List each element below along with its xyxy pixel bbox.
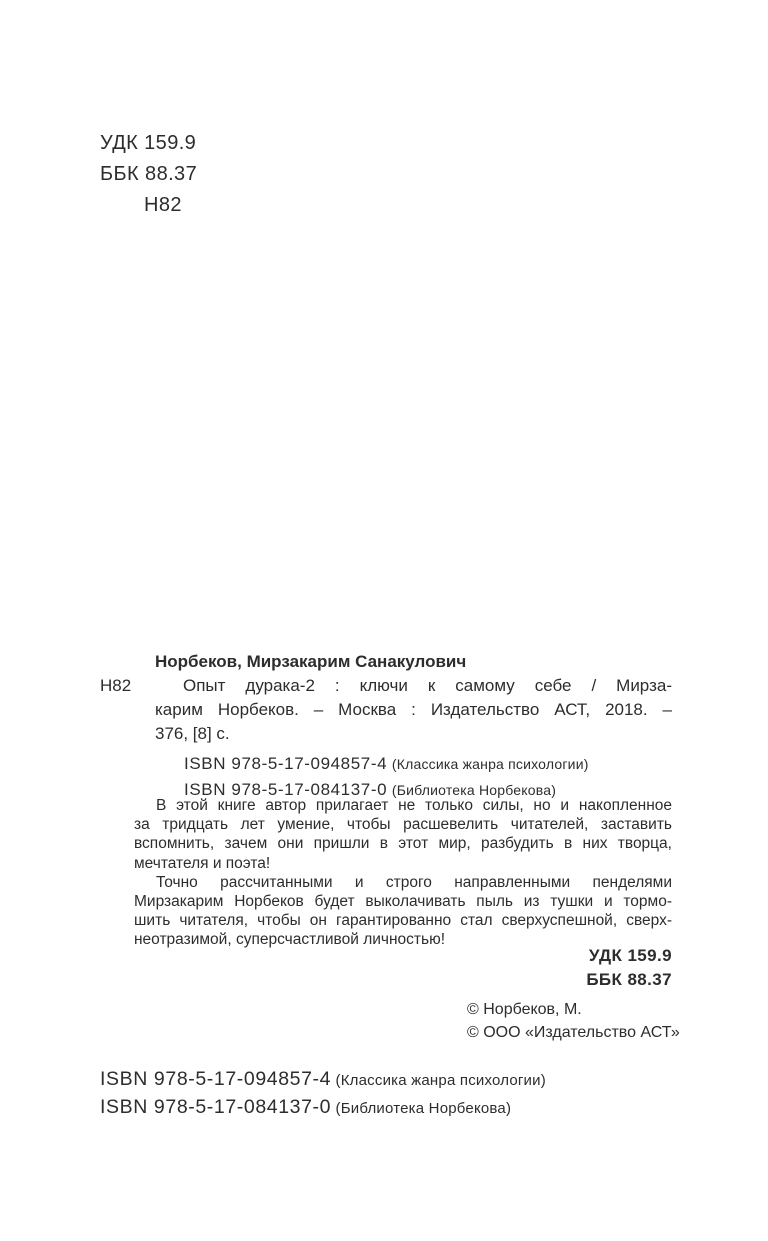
card-entry (100, 674, 672, 746)
udk-code: УДК 159.9 (100, 132, 197, 154)
description-line: Опыт дурака-2 : ключи к самому себе / Мирза- (183, 676, 672, 695)
codes-right-block (586, 944, 672, 992)
annotation-paragraph-2 (134, 873, 672, 950)
annotation-line: мечтателя и поэта! (134, 854, 271, 872)
isbn-line (184, 751, 672, 777)
isbn-number: ISBN 978-5-17-094857-4 (100, 1068, 332, 1090)
isbn-series: (Библиотека Норбекова) (335, 1100, 512, 1117)
isbn-number: ISBN 978-5-17-094857-4 (184, 754, 388, 773)
isbn-series: (Классика жанра психологии) (335, 1072, 546, 1089)
isbn-line (100, 1094, 546, 1122)
top-codes-block (100, 128, 197, 221)
copyright-block (467, 998, 680, 1044)
isbn-number: ISBN 978-5-17-084137-0 (100, 1096, 332, 1118)
description-line: карим Норбеков. – Москва : Издательство АСТ, 2018. – (155, 700, 672, 719)
author-heading: Норбеков, Мирзакарим Санакулович (155, 652, 467, 671)
annotation-paragraph-1 (134, 796, 672, 873)
bottom-isbn-block (100, 1066, 546, 1122)
annotation-line: Мирзакарим Норбеков будет выколачивать пыль из тушки и тормо- (134, 893, 672, 911)
copyright-publisher: © ООО «Издательство АСТ» (467, 1024, 680, 1041)
isbn-number: ISBN 978-5-17-084137-0 (184, 780, 388, 799)
annotation-line: Точно рассчитанными и строго направленными пенделями (156, 873, 672, 891)
card-description (155, 674, 672, 746)
annotation-line: неотразимой, суперсчастливой личностью! (134, 931, 446, 949)
bbk-code: ББК 88.37 (100, 163, 198, 185)
annotation-line: шить читателя, чтобы он гарантированно стал сверхуспешной, сверх- (134, 912, 672, 930)
entry-code: Н82 (100, 676, 132, 695)
catalog-card (100, 650, 672, 803)
bbk-code-right: ББК 88.37 (586, 970, 672, 989)
copyright-author: © Норбеков, М. (467, 1001, 582, 1018)
annotation-line: за тридцать лет умение, чтобы расшевелить читателей, заставить (134, 816, 672, 834)
annotation-line: В этой книге автор прилагает не только силы, но и накопленное (156, 797, 672, 814)
description-line: 376, [8] с. (155, 724, 230, 743)
annotation-line: вспомнить, зачем они пришли в этот мир, разбудить в них творца, (134, 835, 672, 853)
isbn-series: (Классика жанра психологии) (391, 756, 589, 772)
udk-code-right: УДК 159.9 (588, 946, 672, 965)
isbn-line (100, 1066, 546, 1094)
author-sign-code: Н82 (144, 194, 182, 216)
annotation-block (134, 796, 672, 950)
isbn-series: (Библиотека Норбекова) (391, 782, 557, 798)
